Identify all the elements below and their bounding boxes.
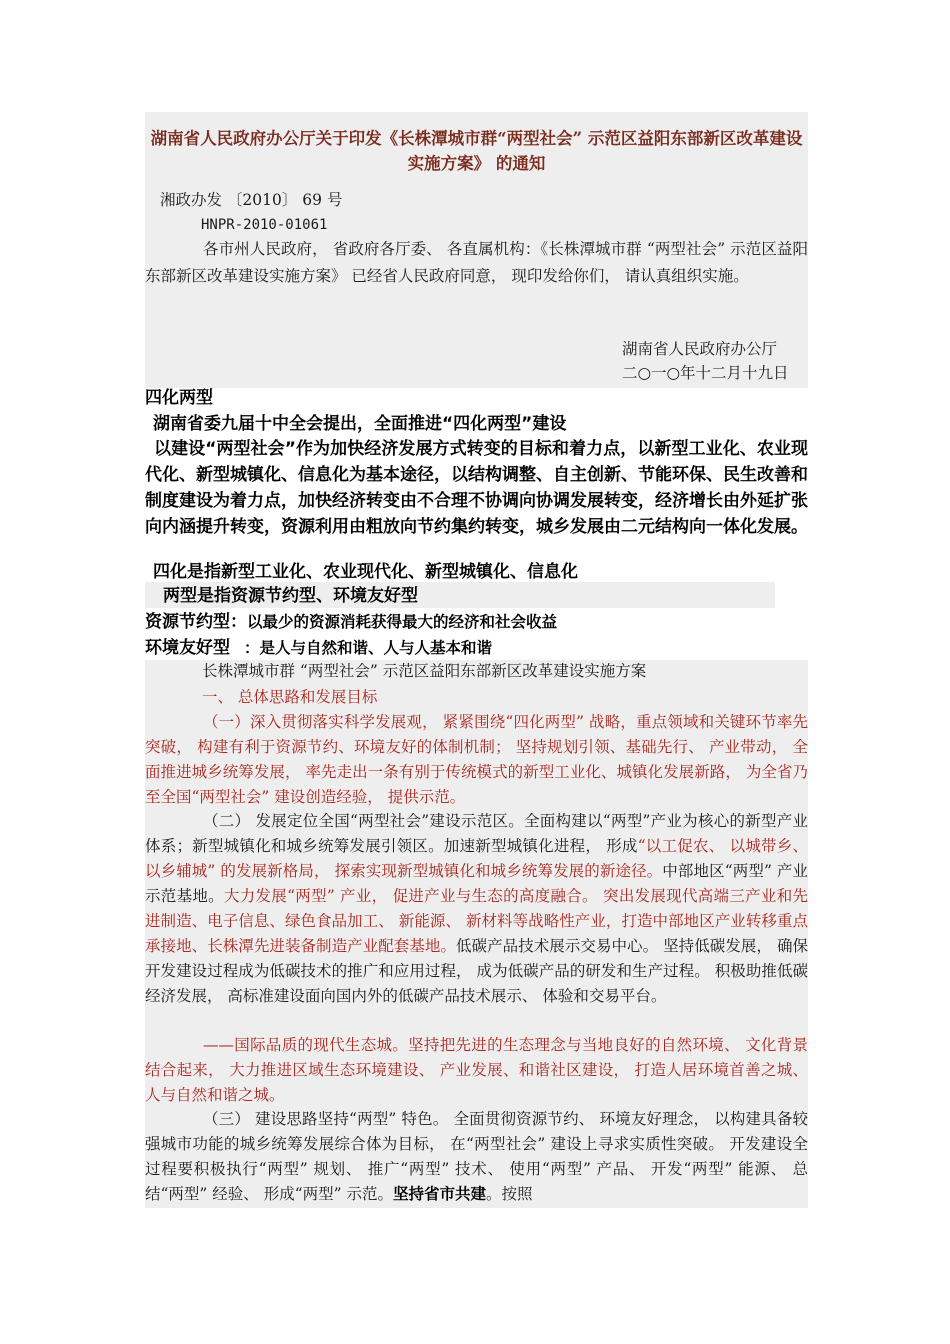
p4-part-c: 。按照	[486, 1185, 533, 1203]
p2-part-d: 大力发展“两型” 产业， 促进产业与生态的高度融合。 突出发展现代高端三产业和先进制造、电子信息、绿色食品加工、 新能源、 新材料等战略性产业，打造中部地区产业转移重点承接地、长株潭先进装备制造产业配套基地。	[145, 887, 808, 955]
hnpr-code: HNPR-2010-01061	[201, 217, 328, 233]
summary-line1: 湖南省委九届十中全会提出，全面推进“四化两型”建设	[153, 414, 567, 434]
date: 二○一○年十二月十九日	[622, 364, 789, 382]
p4-part-b: 坚持省市共建	[392, 1185, 486, 1203]
p2-part-e: 低碳产品技术展示交易中心。 坚持低碳发展， 确保开发建设过程成为低碳技术的推广和应用过程， 成为低碳产品的研发和生产过程。 积极助推低碳经济发展， 高标准建设面向国内外的低碳产品技术展示、 体验和交易平台。	[145, 937, 808, 1005]
doc-number: 湘政办发 〔2010〕 69 号	[160, 191, 343, 209]
plan-para-2	[145, 809, 808, 1009]
summary-heading: 四化两型	[145, 388, 213, 408]
env-label: 环境友好型	[145, 638, 230, 658]
p2-part-c: 中部地区“两型” 产业示范基地。	[145, 862, 809, 905]
notice-title: 湖南省人民政府办公厅关于印发《长株潭城市群“两型社会” 示范区益阳东部新区改革建设实施方案》 的通知	[150, 129, 803, 173]
section-1-heading: 一、 总体思路和发展目标	[202, 688, 378, 706]
resource-text: 以最少的资源消耗获得最大的经济和社会收益	[247, 613, 558, 631]
plan-para-1: （一）深入贯彻落实科学发展观， 紧紧围绕“四化两型” 战略，重点领域和关键环节率先突破， 构建有利于资源节约、环境友好的体制机制； 坚持规划引领、基础先行、 产业带动， 全面推进城乡统筹发展， 率先走出一条有别于传统模式的新型工业化、城镇化发展新路， 为全省乃至全国“两型社会” 建设创造经验， 提供示范。	[145, 713, 808, 806]
env-line	[145, 635, 492, 662]
plan-para-4	[145, 1107, 808, 1207]
p2-part-a: （二） 发展定位全国“两型社会”建设示范区。全面构建以“两型”产业为核心的新型产业体系；新型城镇化和城乡统筹发展引领区。加速新型城镇化进程， 形成	[145, 812, 808, 855]
notice-body: 各市州人民政府， 省政府各厅委、 各直属机构：《长株潭城市群 “两型社会” 示范区益阳东部新区改革建设实施方案》 已经省人民政府同意， 现印发给你们， 请认真组织实施。	[145, 240, 808, 285]
signer: 湖南省人民政府办公厅	[622, 340, 778, 358]
resource-line	[145, 609, 557, 636]
plan-title: 长株潭城市群 “两型社会” 示范区益阳东部新区改革建设实施方案	[202, 662, 647, 680]
plan-para-3	[145, 1033, 808, 1108]
p2-part-b: “以工促农、 以城带乡、 以乡辅城” 的发展新格局， 探索实现新型城镇化和城乡统筹发展的新途径。	[145, 837, 808, 880]
p3-part-a: ——国际品质的现代生态城。	[203, 1036, 409, 1054]
summary-sihua: 四化是指新型工业化、农业现代化、新型城镇化、信息化	[153, 562, 578, 582]
summary-paragraph: 以建设“两型社会”作为加快经济发展方式转变的目标和着力点，以新型工业化、农业现代化、新型城镇化、信息化为基本途径，以结构调整、自主创新、节能环保、民生改善和制度建设为着力点，加快经济转变由不合理不协调向协调发展转变，经济增长由外延扩张向内涵提升转变，资源利用由粗放向节约集约转变，城乡发展由二元结构向一体化发展。	[145, 439, 808, 537]
p4-part-a: （三） 建设思路坚持“两型” 特色。 全面贯彻资源节约、 环境友好理念， 以构建具备较强城市功能的城乡统筹发展综合体为目标， 在“两型社会” 建设上寻求实质性突破。 开发建设全过程要积极执行“两型” 规划、 推广“两型” 技术、 使用“两型” 产品、 开发“两型” 能源、 总结“两型” 经验、 形成“两型” 示范。	[145, 1110, 808, 1203]
resource-label: 资源节约型：	[145, 612, 247, 632]
env-text: ：是人与自然和谐、人与人基本和谐	[244, 639, 493, 657]
p3-part-b: 坚持把先进的生态理念与当地良好的自然环境、 文化背景结合起来， 大力推进区域生态环境建设、 产业发展、和谐社区建设， 打造人居环境首善之城、 人与自然和谐之城。	[145, 1036, 808, 1104]
summary-liangxing: 两型是指资源节约型、环境友好型	[163, 586, 418, 606]
